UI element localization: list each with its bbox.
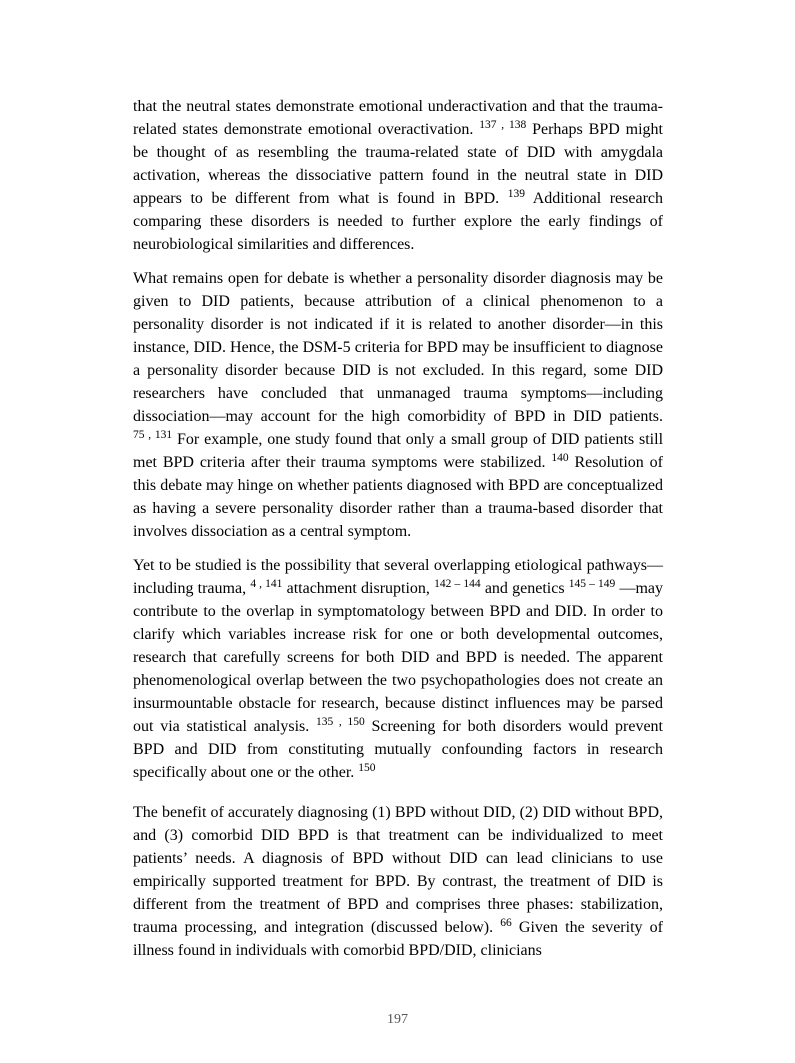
paragraph — [133, 267, 663, 543]
citation-ref[interactable]: 4 , 141 — [250, 578, 283, 590]
page-number: 197 — [387, 1012, 408, 1027]
citation-ref[interactable]: 135 , 150 — [316, 716, 365, 728]
page-footer — [0, 1012, 795, 1028]
body-text: and genetics — [480, 580, 569, 597]
citation-ref[interactable]: 75 , 131 — [133, 429, 173, 441]
citation-ref[interactable]: 139 — [507, 188, 525, 200]
body-text: For example, one study found that only a small group of DID patients still met BPD criteria after their trauma symptoms were stabilized. — [133, 431, 664, 471]
citation-ref[interactable]: 66 — [500, 917, 512, 929]
body-text: —may contribute to the overlap in symptomatology between BPD and DID. In order to clarify which variables increase risk for one or both developmental outcomes, research that carefully screens for both DID and BPD is needed. The apparent phenomenological overlap between the two psychopathologies does not create an insurmountable obstacle for research, because distinct influences may be parsed out via statistical analysis. — [133, 580, 664, 735]
citation-ref[interactable]: 137 , 138 — [479, 119, 527, 131]
citation-ref[interactable]: 142 – 144 — [434, 578, 481, 590]
body-text: What remains open for debate is whether a personality disorder diagnosis may be given to DID patients, because attribution of a clinical phenomenon to a personality disorder is not indicated if it is related to another disorder—in this instance, DID. Hence, the DSM-5 criteria for BPD may be insufficient to diagnose a personality disorder because DID is not excluded. In this regard, some DID researchers have concluded that unmanaged trauma symptoms—including dissociation—may account for the high comorbidity of BPD in DID patients. — [133, 270, 663, 425]
paragraph — [133, 95, 663, 256]
body-text: Screening for both disorders would prevent BPD and DID from constituting mutually confounding factors in research specifically about one or the other. — [133, 718, 663, 781]
paragraph — [133, 801, 663, 962]
body-text: The benefit of accurately diagnosing (1) BPD without DID, (2) DID without BPD, and (3) comorbid DID BPD is that treatment can be individualized to meet patients’ needs. A diagnosis of BPD without DID can lead clinicians to use empirically supported treatment for BPD. By contrast, the treatment of DID is different from the treatment of BPD and comprises three phases: stabilization, trauma processing, and integration (discussed below). — [133, 804, 663, 936]
body-text: Additional research comparing these disorders is needed to further explore the early findings of neurobiological similarities and differences. — [133, 190, 663, 253]
citation-ref[interactable]: 140 — [551, 452, 569, 464]
body-text: Yet to be studied is the possibility that several overlapping etiological pathways—including trauma, — [133, 557, 663, 597]
paragraph — [133, 554, 663, 784]
body-text: that the neutral states demonstrate emotional underactivation and that the trauma-related states demonstrate emotional overactivation. — [133, 98, 663, 138]
citation-ref[interactable]: 145 – 149 — [568, 578, 616, 590]
body-text: attachment disruption, — [282, 580, 435, 597]
citation-ref[interactable]: 150 — [358, 762, 376, 774]
body-text: Perhaps BPD might be thought of as resembling the trauma-related state of DID with amygdala activation, whereas the dissociative pattern found in the neutral state in DID appears to be different from what is found in BPD. — [133, 121, 663, 207]
document-body — [133, 95, 663, 973]
body-text: Given the severity of illness found in individuals with comorbid BPD/DID, clinicians — [133, 919, 663, 959]
body-text: Resolution of this debate may hinge on whether patients diagnosed with BPD are conceptualized as having a severe personality disorder rather than a trauma-based disorder that involves dissociation as a central symptom. — [133, 454, 663, 540]
